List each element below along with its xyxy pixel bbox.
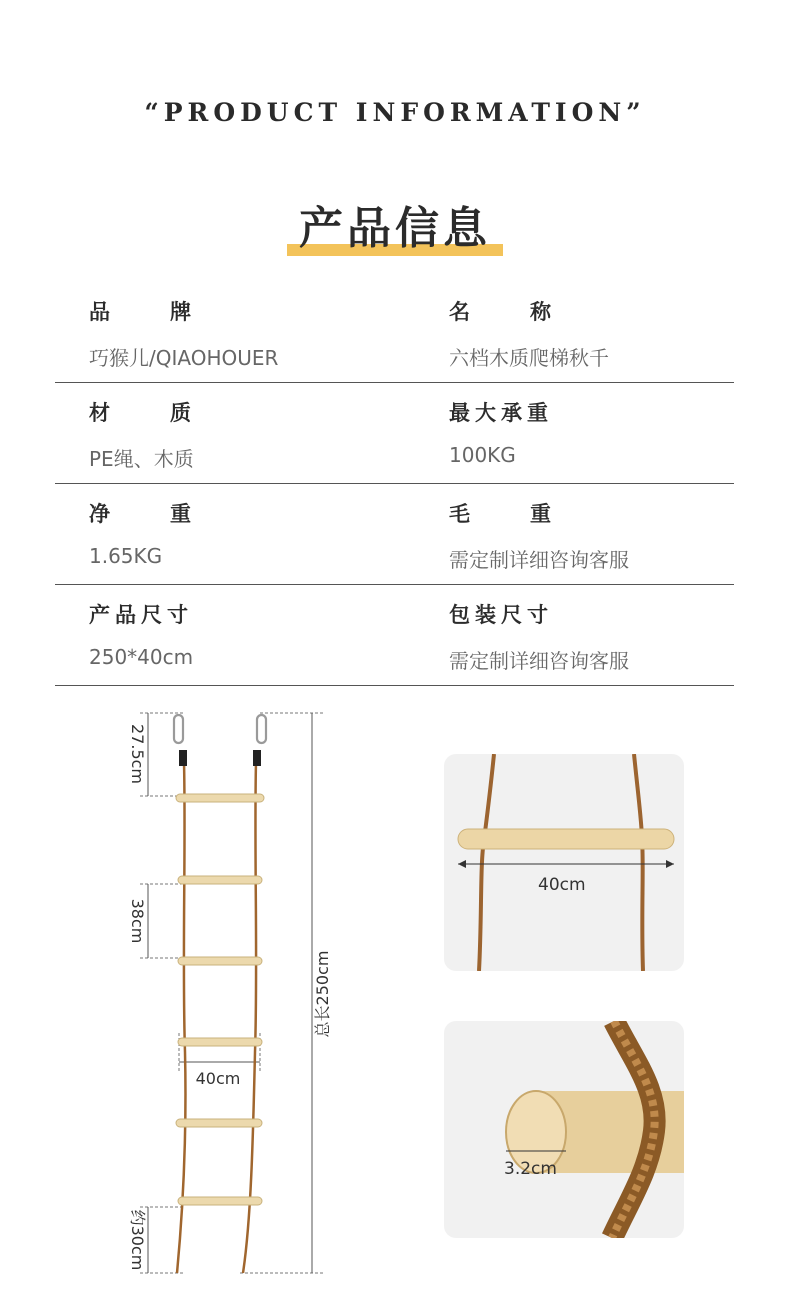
- ladder-drawing: [0, 700, 430, 1300]
- carabiner-icon: [174, 715, 266, 766]
- info-label: 名称: [449, 300, 611, 324]
- info-label: 毛重: [449, 502, 611, 526]
- photo-width-label: 40cm: [538, 875, 586, 895]
- info-label: 产品尺寸: [89, 603, 193, 627]
- bottom-rope-label: 约30cm: [128, 1209, 147, 1271]
- info-value: 巧猴儿/QIAOHOUER: [89, 346, 279, 370]
- info-value: PE绳、木质: [89, 447, 194, 471]
- info-label: 最大承重: [449, 401, 553, 425]
- ladder-dimension-diagram: [0, 700, 790, 1300]
- info-row: [55, 585, 734, 686]
- info-value: 六档木质爬梯秋千: [449, 346, 609, 370]
- rung-diameter-photo: [444, 1021, 684, 1238]
- rung-photo-illustration: [444, 754, 684, 971]
- info-value: 250*40cm: [89, 645, 194, 669]
- rung-width-photo: [444, 754, 684, 971]
- info-value: 需定制详细咨询客服: [449, 548, 629, 572]
- info-row: [55, 383, 734, 484]
- hook-length-label: 27.5cm: [128, 723, 147, 785]
- info-value: 需定制详细咨询客服: [449, 649, 629, 673]
- info-label: 净重: [89, 502, 251, 526]
- info-value: 100KG: [449, 443, 516, 467]
- ladder-ropes: [177, 762, 256, 1273]
- info-label: 包装尺寸: [449, 603, 553, 627]
- rung-closeup-illustration: [444, 1021, 684, 1238]
- info-label: 品牌: [89, 300, 251, 324]
- english-section-title: “PRODUCT INFORMATION”: [144, 98, 646, 127]
- section-title: [295, 192, 495, 256]
- info-label: 材质: [89, 401, 251, 425]
- photo-diameter-label: 3.2cm: [504, 1159, 557, 1179]
- info-row: [55, 484, 734, 585]
- rung-spacing-label: 38cm: [128, 898, 147, 944]
- product-info-table: [55, 282, 734, 686]
- section-title-text: 产品信息: [299, 203, 491, 254]
- info-row: [55, 282, 734, 383]
- rung-width-label: 40cm: [195, 1069, 241, 1088]
- chinese-title-wrapper: [0, 192, 790, 256]
- total-length-label: 总长250cm: [313, 950, 332, 1038]
- ladder-rungs: [176, 794, 264, 1205]
- info-value: 1.65KG: [89, 544, 163, 568]
